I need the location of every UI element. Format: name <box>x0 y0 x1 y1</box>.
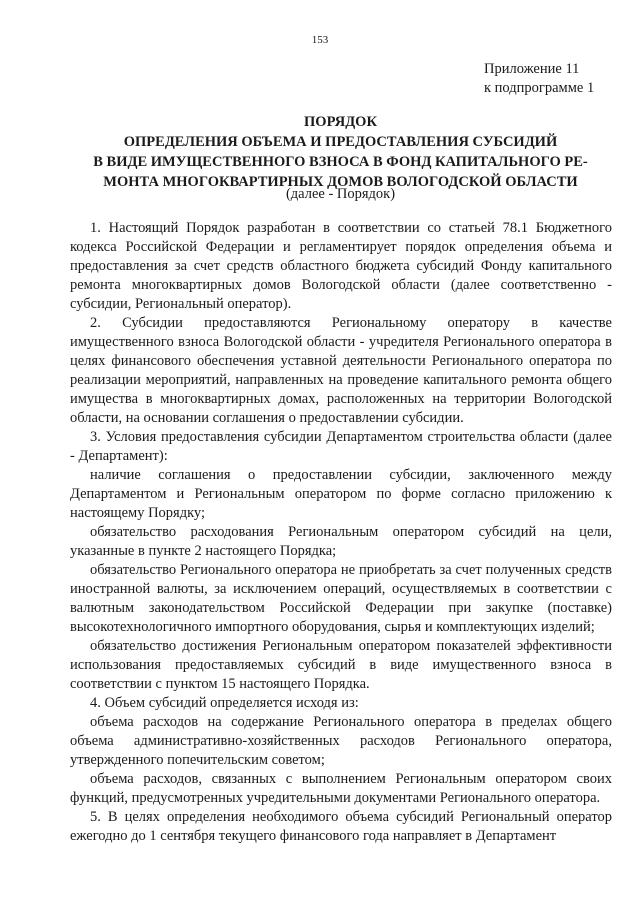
appendix-reference <box>484 60 594 98</box>
paragraph: наличие соглашения о предоставлении субсидии, заключенного между Департаментом и Региональным оператором по форме согласно приложению к настоящему Порядку; <box>70 467 612 521</box>
paragraph: обязательство расходования Региональным оператором субсидий на цели, указанные в пункте 2 настоящего Порядка; <box>70 524 612 559</box>
document-title <box>70 112 611 192</box>
page-number: 153 <box>311 34 329 46</box>
paragraph: 3. Условия предоставления субсидии Департаментом строительства области (далее - Департамент): <box>70 429 612 464</box>
title-line-1: ПОРЯДОК <box>304 114 377 130</box>
paragraph: 1. Настоящий Порядок разработан в соответствии со статьей 78.1 Бюджетного кодекса Российской Федерации и регламентирует порядок определения объема и предоставления за счет средств областного бюджета субсидий Фонду капитального ремонта многоквартирных домов Вологодской области (далее соответственно - субсидии, Региональный оператор). <box>70 220 612 312</box>
paragraph: обязательство Регионального оператора не приобретать за счет полученных средств иностранной валюты, за исключением операций, осуществляемых в соответствии с валютным законодательством Российской Федерации при закупке (поставке) высокотехнологичного импортного оборудования, сырья и комплектующих изделий; <box>70 562 612 635</box>
document-subtitle: (далее - Порядок) <box>285 186 396 202</box>
title-line-2: ОПРЕДЕЛЕНИЯ ОБЪЕМА И ПРЕДОСТАВЛЕНИЯ СУБСИДИЙ <box>123 134 558 150</box>
appendix-line: Приложение 11 <box>484 61 580 77</box>
paragraph: 5. В целях определения необходимого объема субсидий Региональный оператор ежегодно до 1 сентября текущего финансового года направляет в Департамент <box>70 809 612 844</box>
paragraph: 2. Субсидии предоставляются Региональному оператору в качестве имущественного взноса Вологодской области - учредителя Регионального оператора в целях финансового обеспечения уставной деятельности Регионального оператора по реализации мероприятий, направленных на проведение капитального ремонта общего имущества в многоквартирных домах, расположенных на территории Вологодской области, на основании соглашения о предоставлении субсидии. <box>70 315 612 426</box>
title-line-3: В ВИДЕ ИМУЩЕСТВЕННОГО ВЗНОСА В ФОНД КАПИТАЛЬНОГО РЕ- <box>93 154 588 170</box>
paragraph: 4. Объем субсидий определяется исходя из: <box>90 695 359 711</box>
paragraph: обязательство достижения Региональным оператором показателей эффективности использования предоставляемых субсидий в виде имущественного взноса в соответствии с пунктом 15 настоящего Порядка. <box>70 638 612 692</box>
paragraph: объема расходов на содержание Регионального оператора в пределах общего объема административно-хозяйственных расходов Регионального оператора, утвержденного попечительским советом; <box>70 714 612 768</box>
paragraph: объема расходов, связанных с выполнением Региональным оператором своих функций, предусмотренных учредительными документами Регионального оператора. <box>70 771 612 806</box>
title-line-4: МОНТА МНОГОКВАРТИРНЫХ ДОМОВ ВОЛОГОДСКОЙ ОБЛАСТИ <box>103 174 578 190</box>
appendix-subprogram-line: к подпрограмме 1 <box>484 80 595 96</box>
document-body <box>70 219 612 846</box>
